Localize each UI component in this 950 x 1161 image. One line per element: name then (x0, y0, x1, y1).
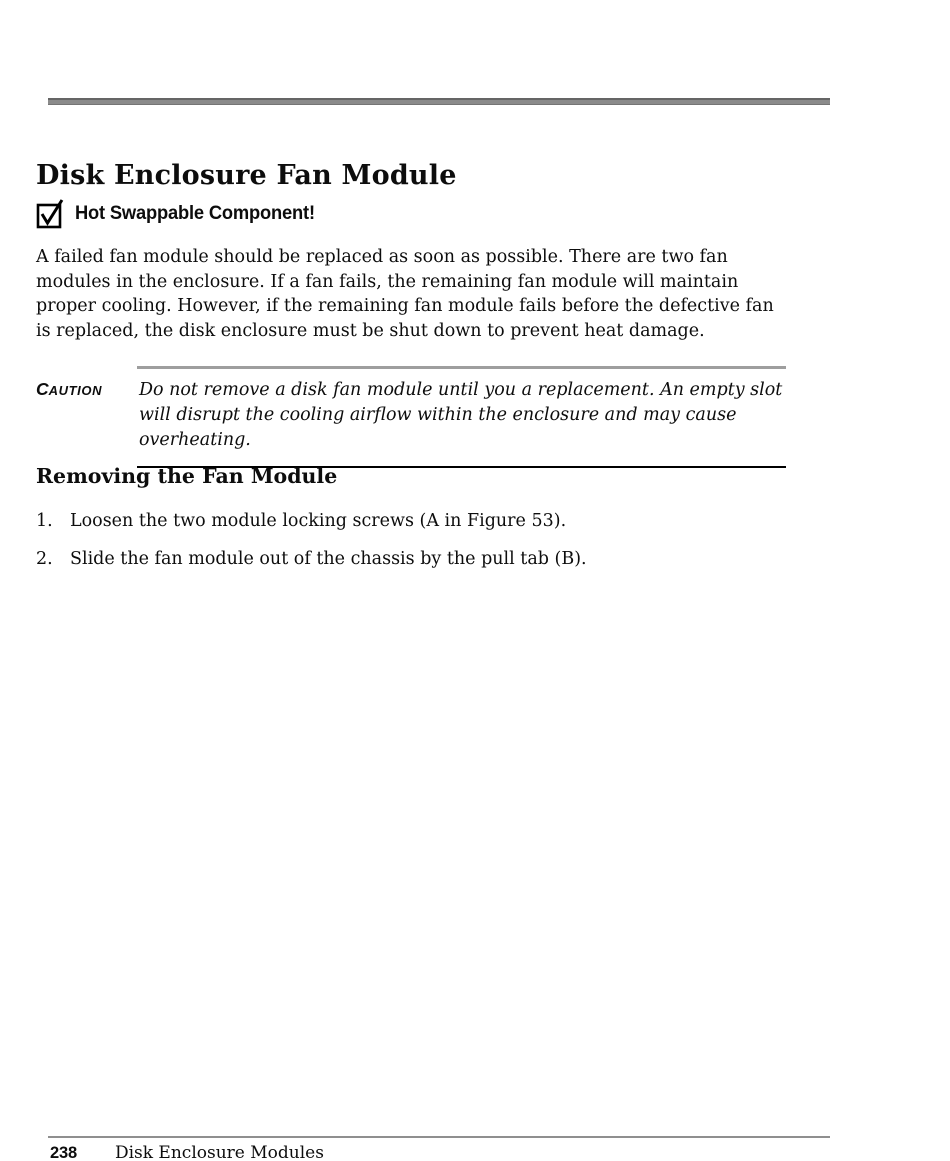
checked-checkbox-icon (36, 198, 66, 229)
caution-block (36, 366, 786, 468)
hot-swappable-label: Hot Swappable Component! (75, 202, 315, 224)
footer-page-number: 238 (50, 1144, 77, 1161)
footer (50, 1143, 324, 1161)
list-item (36, 509, 766, 533)
caution-label-initial: C (36, 379, 49, 399)
step-number: 1. (36, 511, 53, 531)
header-rule (48, 98, 830, 105)
footer-rule (48, 1136, 830, 1138)
section-heading: Removing the Fan Module (36, 464, 338, 488)
step-list (36, 509, 766, 585)
hot-swappable-callout (36, 198, 330, 229)
caution-label (36, 366, 137, 468)
intro-paragraph: A failed fan module should be replaced as soon as possible. There are two fan modules in the enclosure. If a fan fails, the remaining fan module will maintain proper cooling. However, if the remaining fan module fails before the defective fan is replaced, the disk enclosure must be shut down to prevent heat damage. (36, 247, 774, 341)
page-title: Disk Enclosure Fan Module (36, 160, 457, 191)
list-item (36, 547, 766, 571)
caution-label-rest: AUTION (48, 383, 103, 398)
step-text: Loosen the two module locking screws (A in Figure 53). (70, 511, 567, 531)
step-text: Slide the fan module out of the chassis by the pull tab (B). (70, 549, 587, 569)
footer-chapter-title: Disk Enclosure Modules (114, 1143, 324, 1161)
step-number: 2. (36, 549, 53, 569)
caution-text: Do not remove a disk fan module until you a replacement. An empty slot will disrupt the cooling airflow within the enclosure and may cause overheating. (137, 366, 786, 468)
